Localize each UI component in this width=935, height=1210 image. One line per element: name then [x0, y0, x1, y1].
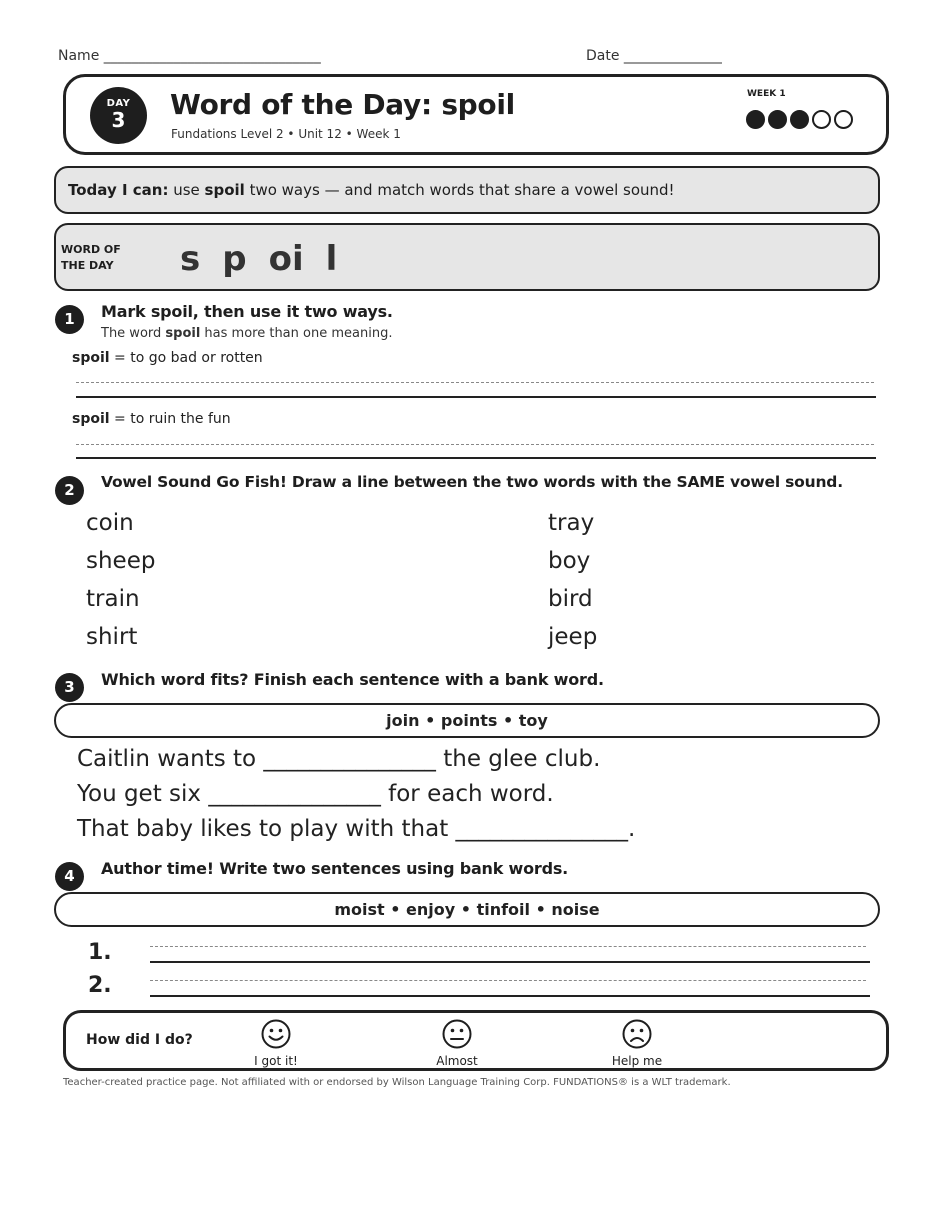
sub-word: spoil — [165, 326, 201, 341]
writing-guide-line[interactable] — [150, 946, 866, 947]
self-check-question: How did I do? — [86, 1032, 193, 1048]
line-number-2: 2. — [88, 973, 112, 998]
writing-base-line[interactable] — [150, 961, 870, 963]
neutral-face-icon[interactable] — [442, 1019, 472, 1053]
match-word-left[interactable]: shirt — [86, 624, 138, 650]
progress-dot-filled — [768, 110, 787, 129]
goal-post: two ways — and match words that share a vowel sound! — [244, 181, 675, 199]
section-3-number: 3 — [55, 673, 84, 702]
word-of-day-box — [54, 223, 880, 291]
progress-dot-empty — [812, 110, 831, 129]
word-bank-3: join • points • toy — [54, 703, 880, 738]
option-almost: Almost — [436, 1054, 478, 1068]
section-1-number: 1 — [55, 305, 84, 334]
letter-tile[interactable]: l — [325, 239, 338, 279]
option-help-me: Help me — [611, 1054, 663, 1068]
sub-post: has more than one meaning. — [200, 326, 393, 341]
sentence-2[interactable]: You get six _______________ for each word. — [77, 781, 554, 807]
word-of-day-label-line2: THE DAY — [61, 259, 114, 272]
match-word-left[interactable]: coin — [86, 510, 134, 536]
date-line[interactable] — [586, 48, 722, 64]
progress-dot-filled — [746, 110, 765, 129]
day-number: 3 — [111, 108, 126, 132]
definition-2 — [72, 411, 231, 427]
page-title: Word of the Day: spoil — [170, 88, 515, 121]
writing-guide-line[interactable] — [76, 444, 874, 445]
def2-text: = to ruin the fun — [109, 411, 231, 427]
week-label: WEEK 1 — [747, 89, 786, 99]
writing-guide-line[interactable] — [150, 980, 866, 981]
def1-word: spoil — [72, 350, 110, 366]
page-subtitle: Fundations Level 2 • Unit 12 • Week 1 — [171, 127, 401, 141]
day-label: DAY — [106, 98, 131, 109]
name-line[interactable] — [58, 48, 321, 64]
progress-dot-empty — [834, 110, 853, 129]
sad-face-icon[interactable] — [622, 1019, 652, 1053]
match-word-left[interactable]: train — [86, 586, 140, 612]
def2-word: spoil — [72, 411, 110, 427]
word-letters — [180, 239, 337, 279]
section-4-number: 4 — [55, 862, 84, 891]
word-bank-4: moist • enjoy • tinfoil • noise — [54, 892, 880, 927]
option-got-it: I got it! — [254, 1054, 298, 1068]
letter-tile[interactable]: oi — [268, 239, 304, 279]
week-progress — [746, 110, 853, 129]
word-of-day-label-line1: WORD OF — [61, 243, 121, 256]
section-3-title: Which word fits? Finish each sentence with a bank word. — [101, 670, 604, 689]
day-badge — [90, 87, 147, 144]
letter-tile[interactable]: s — [180, 239, 201, 279]
name-blank: _______________________________ — [103, 48, 321, 64]
def1-text: = to go bad or rotten — [109, 350, 263, 366]
happy-face-icon[interactable] — [261, 1019, 291, 1053]
match-word-left[interactable]: sheep — [86, 548, 156, 574]
word-of-day-label — [61, 242, 121, 274]
name-label: Name — [58, 48, 100, 64]
match-word-right[interactable]: tray — [548, 510, 595, 536]
section-1-title: Mark spoil, then use it two ways. — [101, 302, 393, 321]
writing-guide-line[interactable] — [76, 382, 874, 383]
footer-note: Teacher-created practice page. Not affiliated with or endorsed by Wilson Language Training Corp. FUNDATIONS® is a WLT trademark. — [63, 1077, 731, 1088]
progress-dot-filled — [790, 110, 809, 129]
goal-pre: use — [168, 181, 205, 199]
line-number-1: 1. — [88, 940, 112, 965]
match-word-right[interactable]: jeep — [548, 624, 598, 650]
goal-word: spoil — [204, 181, 245, 199]
section-4-title: Author time! Write two sentences using bank words. — [101, 859, 569, 878]
match-word-right[interactable]: boy — [548, 548, 591, 574]
letter-tile[interactable]: p — [222, 239, 247, 279]
writing-base-line[interactable] — [76, 396, 876, 398]
section-2-title: Vowel Sound Go Fish! Draw a line between the two words with the SAME vowel sound. — [101, 473, 843, 491]
match-word-right[interactable]: bird — [548, 586, 593, 612]
sentence-3[interactable]: That baby likes to play with that _______________. — [77, 816, 636, 842]
definition-1 — [72, 350, 263, 366]
writing-base-line[interactable] — [150, 995, 870, 997]
date-label: Date — [586, 48, 620, 64]
sub-pre: The word — [101, 326, 166, 341]
section-1-subtitle — [101, 326, 392, 341]
section-2-number: 2 — [55, 476, 84, 505]
date-blank: ______________ — [623, 48, 722, 64]
writing-base-line[interactable] — [76, 457, 876, 459]
goal-box — [54, 166, 880, 214]
goal-lead: Today I can: — [68, 181, 169, 199]
sentence-1[interactable]: Caitlin wants to _______________ the glee club. — [77, 746, 601, 772]
